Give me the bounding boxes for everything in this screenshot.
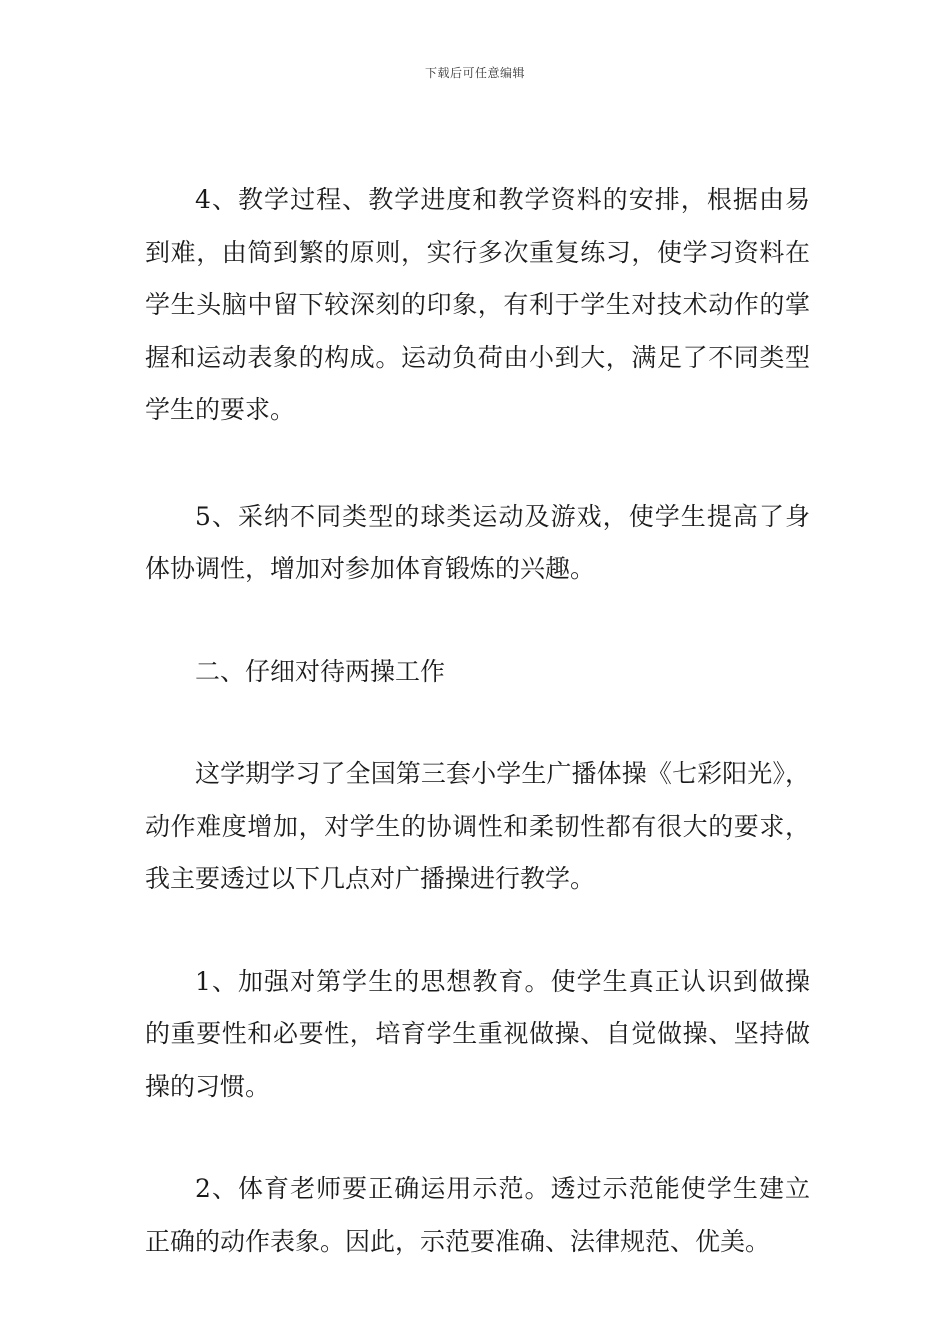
section-heading-two-exercises: 二、仔细对待两操工作 xyxy=(195,656,446,686)
paragraph-demonstration: 2、体育老师要正确运用示范。透过示范能使学生建立正确的动作表象。因此，示范要准确、法律规范、优美。 xyxy=(145,1174,810,1256)
paragraph-ideological-education: 1、加强对第学生的思想教育。使学生真正认识到做操的重要性和必要性，培育学生重视做操、自觉做操、坚持做操的习惯。 xyxy=(145,966,810,1101)
paragraph-ball-games: 5、采纳不同类型的球类运动及游戏，使学生提高了身体协调性，增加对参加体育锻炼的兴趣。 xyxy=(145,501,810,583)
document-body xyxy=(145,174,810,1268)
paragraph-teaching-arrangement: 4、教学过程、教学进度和教学资料的安排，根据由易到难，由简到繁的原则，实行多次重复练习，使学习资料在学生头脑中留下较深刻的印象，有利于学生对技术动作的掌握和运动表象的构成。运动负荷由小到大，满足了不同类型学生的要求。 xyxy=(145,185,810,424)
paragraph-broadcast-exercise: 这学期学习了全国第三套小学生广播体操《七彩阳光》，动作难度增加，对学生的协调性和柔韧性都有很大的要求，我主要透过以下几点对广播操进行教学。 xyxy=(145,759,810,893)
page-header-note: 下载后可任意编辑 xyxy=(424,66,525,80)
